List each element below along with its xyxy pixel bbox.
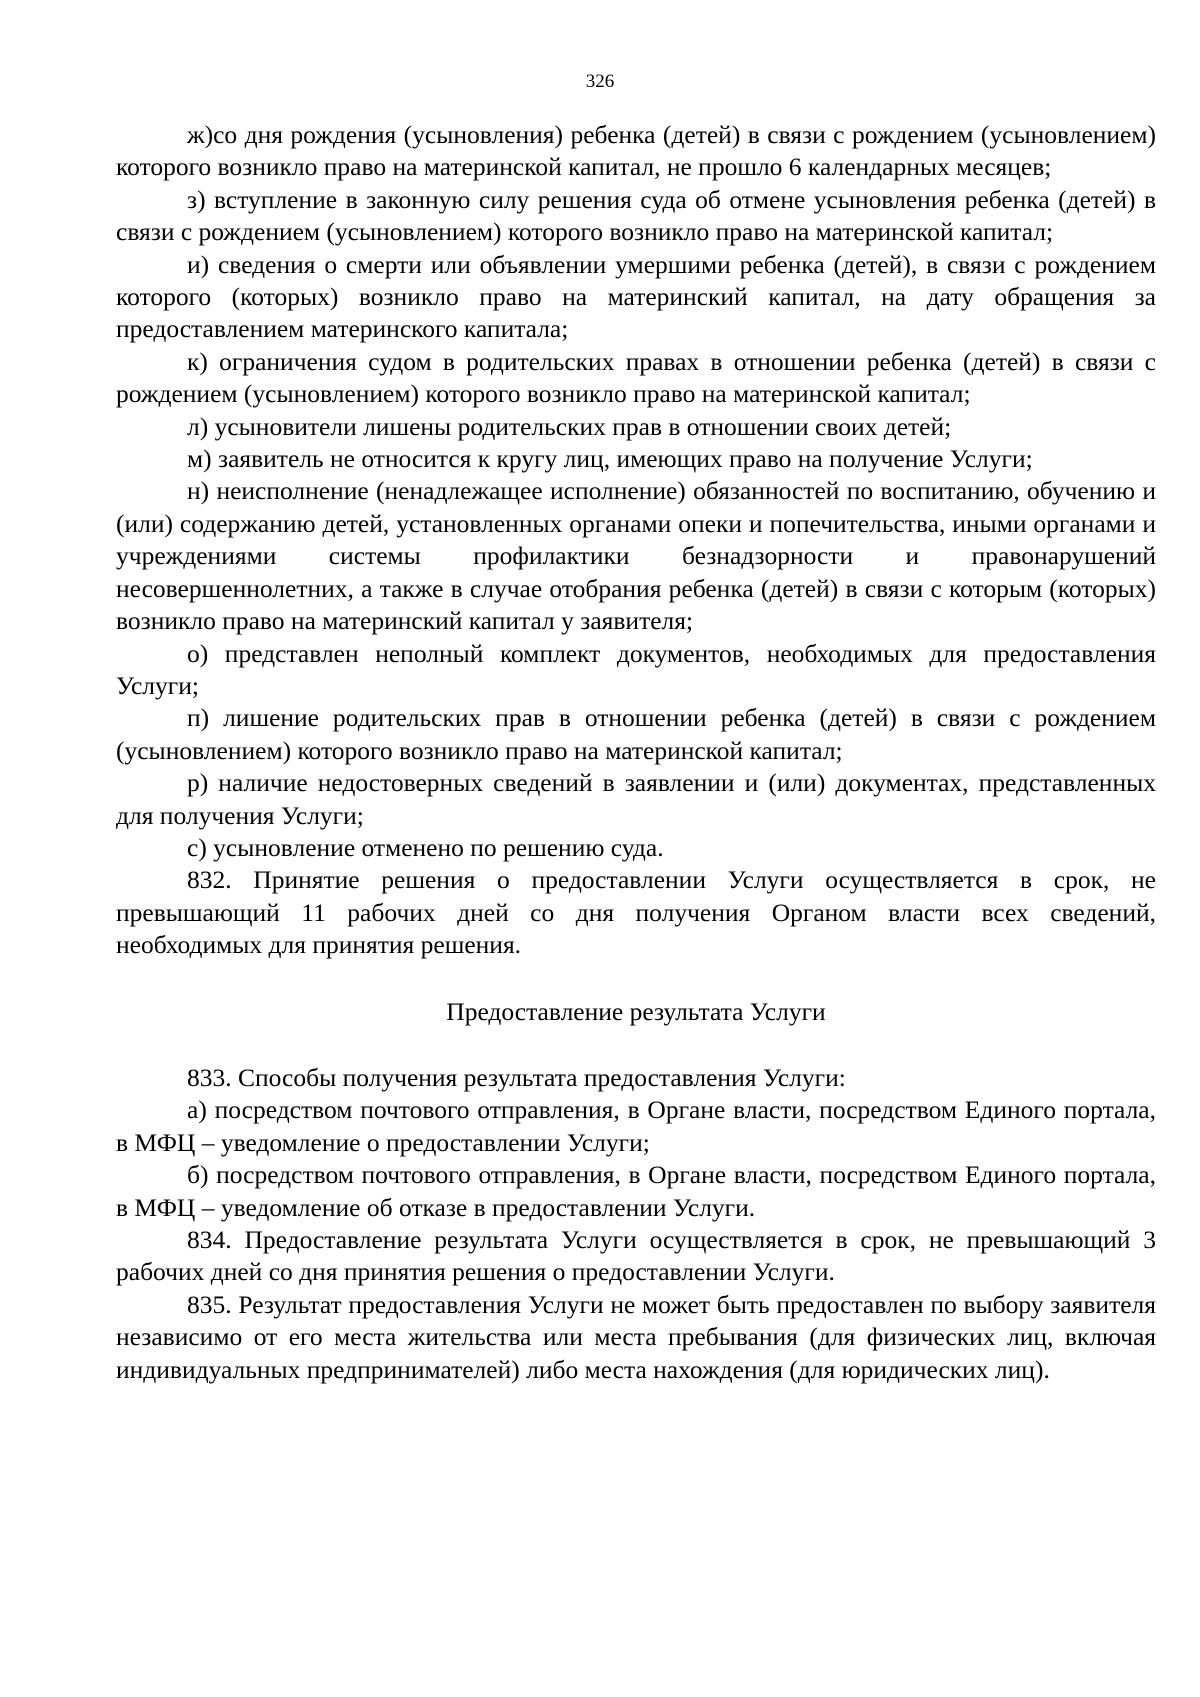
paragraph-r: р) наличие недостоверных сведений в заявлении и (или) документах, представленных для получения Услуги; [116,768,1156,830]
paragraph-832: 832. Принятие решения о предоставлении Услуги осуществляется в срок, не превышающий 11 рабочих дней со дня получения Органом власти всех сведений, необходимых для принятия решения. [116,865,1156,960]
paragraph-z: з) вступление в законную силу решения суда об отмене усыновления ребенка (детей) в связи с рождением (усыновлением) которого возникло право на материнской капитал; [116,184,1156,247]
paragraph-834: 834. Предоставление результата Услуги осуществляется в срок, не превышающий 3 рабочих дней со дня принятия решения о предоставлении Услуги. [116,1225,1156,1287]
paragraph-p: п) лишение родительских прав в отношении ребенка (детей) в связи с рождением (усыновлением) которого возникло право на материнской капитал; [116,703,1156,765]
paragraph-833-a: а) посредством почтового отправления, в Органе власти, посредством Единого портала, в МФЦ – уведомление о предоставлении Услуги; [116,1095,1156,1157]
paragraph-k: к) ограничения судом в родительских правах в отношении ребенка (детей) в связи с рождением (усыновлением) которого возникло право на материнской капитал; [116,346,1156,409]
paragraph-833-b: б) посредством почтового отправления, в Органе власти, посредством Единого портала, в МФЦ – уведомление об отказе в предоставлении Услуги. [116,1160,1156,1222]
paragraph-i: и) сведения о смерти или объявлении умершими ребенка (детей), в связи с рождением которого (которых) возникло право на материнский капитал, на дату обращения за предоставлением материнского капитала; [116,249,1156,344]
document-body [116,119,1156,1386]
paragraph-o: о) представлен неполный комплект документов, необходимых для предоставления Услуги; [116,638,1156,700]
paragraph-833: 833. Способы получения результата предоставления Услуги: [187,1062,846,1092]
paragraph-l: л) усыновители лишены родительских прав в отношении своих детей; [187,411,952,441]
section-heading: Предоставление результата Услуги [446,996,826,1026]
page-number: 326 [585,71,615,92]
paragraph-n: н) неисполнение (ненадлежащее исполнение) обязанностей по воспитанию, обучению и (или) содержанию детей, установленных органами опеки и попечительства, иными органами и учреждениями системы профилактики безнадзорности и правонарушений несовершеннолетних, а также в случае отобрания ребенка (детей) в связи с которым (которых) возникло право на материнский капитал у заявителя; [116,476,1156,636]
paragraph-m: м) заявитель не относится к кругу лиц, имеющих право на получение Услуги; [187,444,1033,474]
paragraph-zh: ж)со дня рождения (усыновления) ребенка (детей) в связи с рождением (усыновлением) которого возникло право на материнской капитал, не прошло 6 календарных месяцев; [116,120,1156,182]
paragraph-835: 835. Результат предоставления Услуги не может быть предоставлен по выбору заявителя независимо от его места жительства или места пребывания (для физических лиц, включая индивидуальных предпринимателей) либо места нахождения (для юридических лиц). [116,1289,1156,1384]
paragraph-s: с) усыновление отменено по решению суда. [187,832,664,862]
